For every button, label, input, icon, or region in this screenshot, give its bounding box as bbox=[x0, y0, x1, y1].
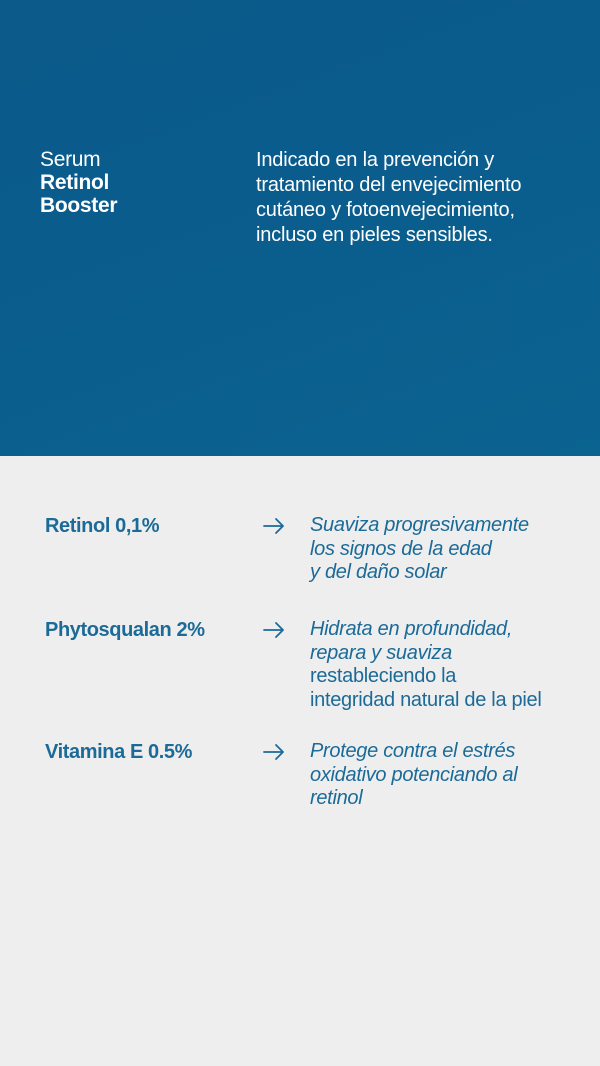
product-description bbox=[256, 148, 586, 248]
description-line: incluso en pieles sensibles. bbox=[256, 224, 493, 246]
benefit-line: retinol bbox=[310, 787, 363, 809]
arrow-right-icon bbox=[262, 618, 286, 642]
product-title-line3: Booster bbox=[40, 194, 118, 217]
ingredient-benefit bbox=[310, 618, 580, 712]
benefit-line: los signos de la edad bbox=[310, 537, 492, 560]
benefit-line: repara y suaviza bbox=[310, 641, 452, 664]
benefit-line: integridad natural de la piel bbox=[310, 688, 542, 711]
product-title-line2: Retinol bbox=[40, 171, 110, 194]
benefit-line: restableciendo la bbox=[310, 665, 457, 687]
arrow-right-icon bbox=[262, 740, 286, 764]
ingredient-benefit bbox=[310, 514, 580, 585]
ingredients-panel bbox=[0, 456, 600, 1066]
description-line: Indicado en la prevención y bbox=[256, 149, 495, 171]
benefit-line: Suaviza progresivamente bbox=[310, 514, 529, 536]
ingredient-benefit bbox=[310, 740, 580, 811]
benefit-line: y del daño solar bbox=[310, 561, 447, 583]
hero-section bbox=[0, 0, 600, 456]
benefit-line: Protege contra el estrés bbox=[310, 740, 516, 762]
arrow-right-icon bbox=[262, 514, 286, 538]
ingredient-name: Phytosqualan 2% bbox=[45, 619, 205, 641]
product-title bbox=[40, 148, 117, 217]
ingredient-name: Retinol 0,1% bbox=[45, 515, 160, 537]
description-line: tratamiento del envejecimiento bbox=[256, 174, 522, 196]
ingredient-name: Vitamina E 0.5% bbox=[45, 741, 193, 763]
description-line: cutáneo y fotoenvejecimiento, bbox=[256, 199, 515, 221]
benefit-line: oxidativo potenciando al bbox=[310, 763, 518, 786]
product-title-line1: Serum bbox=[40, 148, 101, 171]
benefit-line: Hidrata en profundidad, bbox=[310, 618, 513, 640]
